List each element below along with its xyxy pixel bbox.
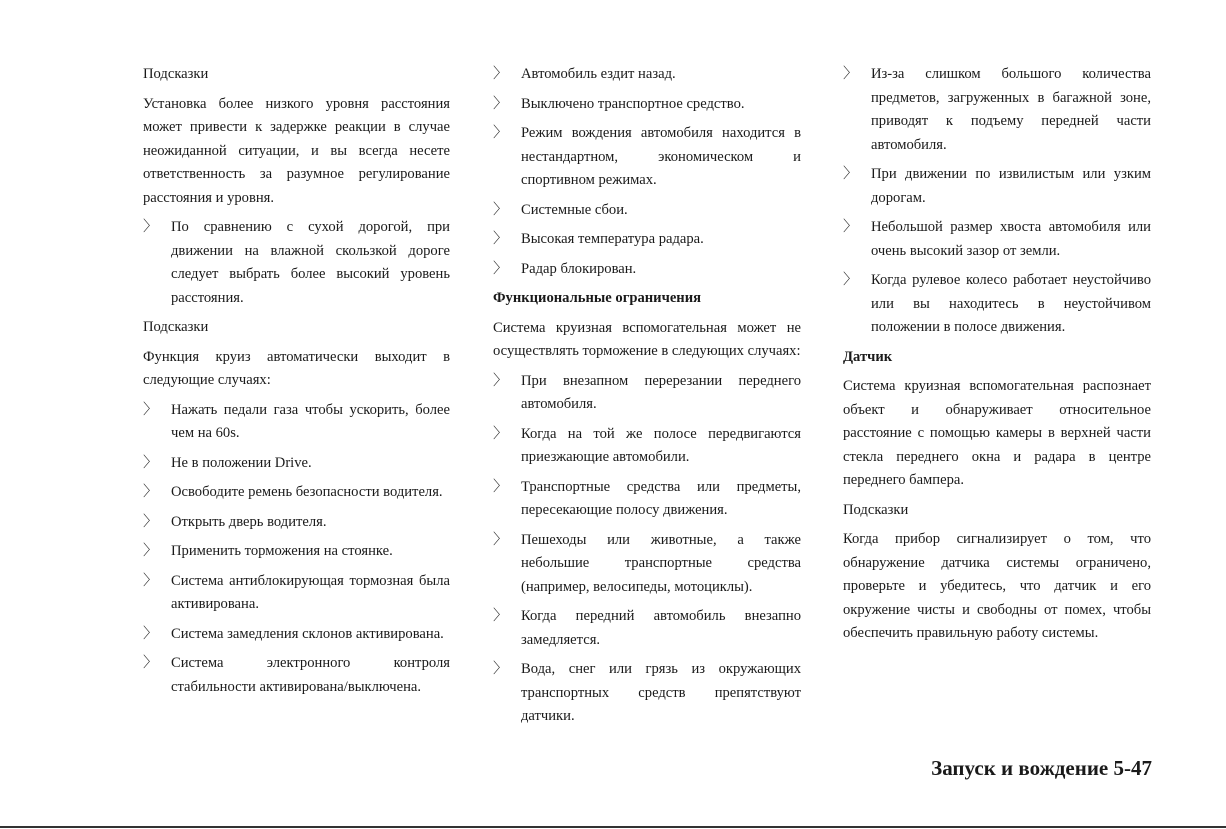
bullet-text: Выключено транспортное средство. xyxy=(521,95,745,112)
bullet-marker-icon: 〉 xyxy=(493,95,508,112)
bullet-text: Высокая температура радара. xyxy=(521,231,704,247)
bullet-marker-icon: 〉 xyxy=(493,231,508,247)
bullet-text: Освободите ремень безопасности водителя. xyxy=(171,484,443,500)
bullet-text: Система замедления склонов активирована. xyxy=(171,625,444,642)
bullet-marker-icon: 〉 xyxy=(493,66,508,82)
bullet-item xyxy=(493,529,801,600)
paragraph: Функция круиз автоматически выходит в следующие случаях: xyxy=(143,348,450,388)
bullet-marker-icon: 〉 xyxy=(493,531,508,548)
bullet-text: Когда рулевое колесо работает неустойчиво или вы находитесь в неустойчивом положении в полосе движения. xyxy=(871,272,1151,335)
bullet-text: Системные сбои. xyxy=(521,201,628,218)
bullet-text: Когда передний автомобиль внезапно замедляется. xyxy=(521,608,801,648)
bullet-marker-icon: 〉 xyxy=(493,260,508,277)
bullet-text: По сравнению с сухой дорогой, при движении на влажной скользкой дороге следует выбрать более высокий уровень расстояния. xyxy=(171,219,450,306)
bullet-marker-icon: 〉 xyxy=(143,513,158,530)
bullet-marker-icon: 〉 xyxy=(143,484,158,500)
bullet-marker-icon: 〉 xyxy=(143,401,158,418)
section-heading: Датчик xyxy=(843,348,893,365)
bullet-text: Радар блокирован. xyxy=(521,260,637,277)
column-3 xyxy=(843,63,1151,652)
paragraph: Когда прибор сигнализирует о том, что обнаружение датчика системы ограничено, проверьте и убедитесь, что датчик и его окружение чисты и свободны от помех, чтобы обеспечить правильную работу системы. xyxy=(843,531,1151,641)
hint-heading: Подсказки xyxy=(143,319,209,335)
bullet-marker-icon: 〉 xyxy=(843,272,858,288)
bullet-marker-icon: 〉 xyxy=(493,478,508,495)
bullet-text: Применить торможения на стоянке. xyxy=(171,543,393,559)
bullet-marker-icon: 〉 xyxy=(143,454,158,471)
section-heading: Функциональные ограничения xyxy=(493,290,702,306)
bullet-marker-icon: 〉 xyxy=(493,425,508,442)
bullet-marker-icon: 〉 xyxy=(493,372,508,389)
bullet-item xyxy=(843,163,1151,210)
bullet-marker-icon: 〉 xyxy=(493,201,508,218)
bullet-text: Небольшой размер хвоста автомобиля или очень высокий зазор от земли. xyxy=(871,219,1151,259)
bullet-item xyxy=(493,605,801,652)
bullet-marker-icon: 〉 xyxy=(493,661,508,677)
bullet-item xyxy=(493,228,801,252)
bullet-text: Открыть дверь водителя. xyxy=(171,513,327,530)
bullet-item xyxy=(493,258,801,282)
bullet-marker-icon: 〉 xyxy=(493,608,508,624)
bullet-item xyxy=(493,93,801,117)
bullet-item xyxy=(143,623,450,647)
bullet-text: Пешеходы или животные, а также небольшие транспортные средства (например, велосипеды, мотоциклы). xyxy=(521,531,801,595)
bullet-text: Из-за слишком большого количества предметов, загруженных в багажной зоне, приводят к подъему передней части автомобиля. xyxy=(871,66,1151,153)
bullet-text: Когда на той же полосе передвигаются приезжающие автомобили. xyxy=(521,425,801,465)
bullet-item xyxy=(143,511,450,535)
bullet-text: При внезапном перерезании переднего автомобиля. xyxy=(521,372,801,412)
bullet-item xyxy=(143,452,450,476)
bullet-item xyxy=(493,423,801,470)
hint-heading: Подсказки xyxy=(143,66,209,82)
bullet-text: Не в положении Drive. xyxy=(171,454,312,471)
bullet-marker-icon: 〉 xyxy=(843,219,858,235)
bullet-text: Вода, снег или грязь из окружающих транспортных средств препятствуют датчики. xyxy=(521,661,801,724)
bullet-item xyxy=(843,269,1151,340)
bullet-item xyxy=(493,122,801,193)
bullet-text: Система электронного контроля стабильности активирована/выключена. xyxy=(171,655,450,695)
bullet-item xyxy=(493,476,801,523)
bullet-item xyxy=(143,540,450,564)
bottom-divider xyxy=(0,826,1226,828)
bullet-text: Нажать педали газа чтобы ускорить, более чем на 60s. xyxy=(171,401,450,441)
bullet-text: Система антиблокирующая тормозная была активирована. xyxy=(171,572,450,612)
bullet-item xyxy=(843,63,1151,157)
bullet-text: Режим вождения автомобиля находится в нестандартном, экономическом и спортивном режимах. xyxy=(521,125,801,188)
bullet-marker-icon: 〉 xyxy=(493,125,508,141)
bullet-item xyxy=(143,570,450,617)
bullet-marker-icon: 〉 xyxy=(143,625,158,642)
bullet-item xyxy=(493,199,801,223)
paragraph: Система круизная вспомогательная может не осуществлять торможение в следующих случаях: xyxy=(493,319,801,359)
hint-heading: Подсказки xyxy=(843,501,909,518)
bullet-item xyxy=(493,658,801,729)
bullet-item xyxy=(143,652,450,699)
column-1 xyxy=(143,63,450,705)
bullet-item xyxy=(143,216,450,310)
bullet-text: Автомобиль ездит назад. xyxy=(521,66,676,82)
column-2 xyxy=(493,63,801,735)
bullet-item xyxy=(843,216,1151,263)
page-footer: Запуск и вождение 5-47 xyxy=(931,756,1152,780)
bullet-text: Транспортные средства или предметы, пересекающие полосу движения. xyxy=(521,478,801,518)
bullet-item xyxy=(143,399,450,446)
bullet-item xyxy=(493,63,801,87)
bullet-marker-icon: 〉 xyxy=(843,166,858,182)
bullet-item xyxy=(143,481,450,505)
paragraph: Система круизная вспомогательная распознает объект и обнаруживает относительное расстояние с помощью камеры в верхней части стекла переднего окна и радара в центре переднего бампера. xyxy=(843,378,1151,488)
bullet-marker-icon: 〉 xyxy=(843,66,858,82)
bullet-text: При движении по извилистым или узким дорогам. xyxy=(871,166,1151,206)
bullet-marker-icon: 〉 xyxy=(143,572,158,589)
bullet-marker-icon: 〉 xyxy=(143,655,158,671)
bullet-marker-icon: 〉 xyxy=(143,543,158,559)
bullet-marker-icon: 〉 xyxy=(143,219,158,235)
bullet-item xyxy=(493,370,801,417)
paragraph: Установка более низкого уровня расстояния может привести к задержке реакции в случае неожиданной ситуации, и вы всегда несете ответственность за разумное регулирование расстояния и уровня. xyxy=(143,95,450,206)
